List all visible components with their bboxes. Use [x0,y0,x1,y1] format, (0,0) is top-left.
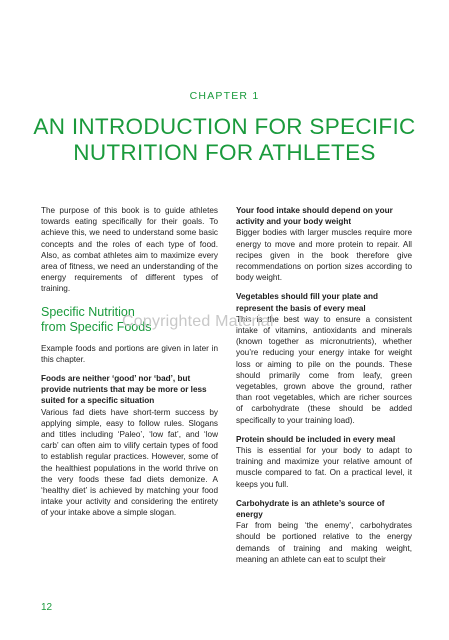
right-column [236,205,412,573]
left-column [41,205,218,527]
carbohydrate-subheading: Carbohydrate is an athlete’s source of energy [236,498,385,520]
intake-paragraph: Bigger bodies with larger muscles require more energy to move and more protein to repair. All recipes given in the book therefore give recommendations on portion sizes according to body weight. [236,228,412,283]
protein-paragraph: This is essential for your body to adapt to training and maximize your relative amount of muscle compared to fat. On a practical level, it keeps you full. [236,446,412,489]
copyright-watermark: Copyrighted Material [122,313,274,330]
intro-paragraph: The purpose of this book is to guide athletes towards eating specifically for their goals. To achieve this, we need to understand some basic concepts and the roles of each type of food. Also, as combat athletes aim to maximize every area of fitness, we need an understanding of the energy requirements of different types of training. [41,206,218,294]
protein-subheading: Protein should be included in every meal [236,434,396,444]
section-heading-line1: Specific Nutrition [41,304,135,319]
chapter-title-line2: NUTRITION FOR ATHLETES [73,140,376,165]
chapter-title-line1: AN INTRODUCTION FOR SPECIFIC [33,114,416,139]
page-number: 12 [41,602,53,613]
vegetables-subheading: Vegetables should fill your plate and represent the basis of every meal [236,292,378,313]
chapter-title [20,114,429,166]
section-heading-line2: from Specific Foods [41,319,152,334]
chapter-label: CHAPTER 1 [189,90,260,102]
foods-subheading: Foods are neither ‘good’ nor ‘bad’, but provide nutrients that may be more or less suited for a specific situation [41,374,207,406]
vegetables-paragraph: This is the best way to ensure a consistent intake of vitamins, antioxidants and minerals (known together as micronutrients), whether you’re reducing your energy intake for weight loss or aiming to pile on the pounds. These should primarily come from leafy, green vegetables, grown above the ground, rather than root vegetables, which are richer sources of carbohydrate (these should be added specifically to your training load). [236,314,412,425]
carbohydrate-paragraph: Far from being ‘the enemy’, carbohydrates should be portioned relative to the energy demands of training and making weight, meaning an athlete can eat to sculpt their [236,521,412,564]
section-intro-paragraph: Example foods and portions are given in later in this chapter. [41,343,218,364]
foods-paragraph: Various fad diets have short-term success by applying simple, easy to follow rules. Slogans and titles including ‘Paleo’, ‘low fat’, and ‘low carb’ can often aim to vilify certain types of food to establish regular practices. However, some of the healthiest populations in the world thrive on the very foods these fad diets demonize. A ‘healthy diet’ is achieved by matching your food intake your activity and considering the entirety of your intake above a simple slogan. [41,407,218,518]
intake-subheading: Your food intake should depend on your activity and your body weight [236,206,393,227]
